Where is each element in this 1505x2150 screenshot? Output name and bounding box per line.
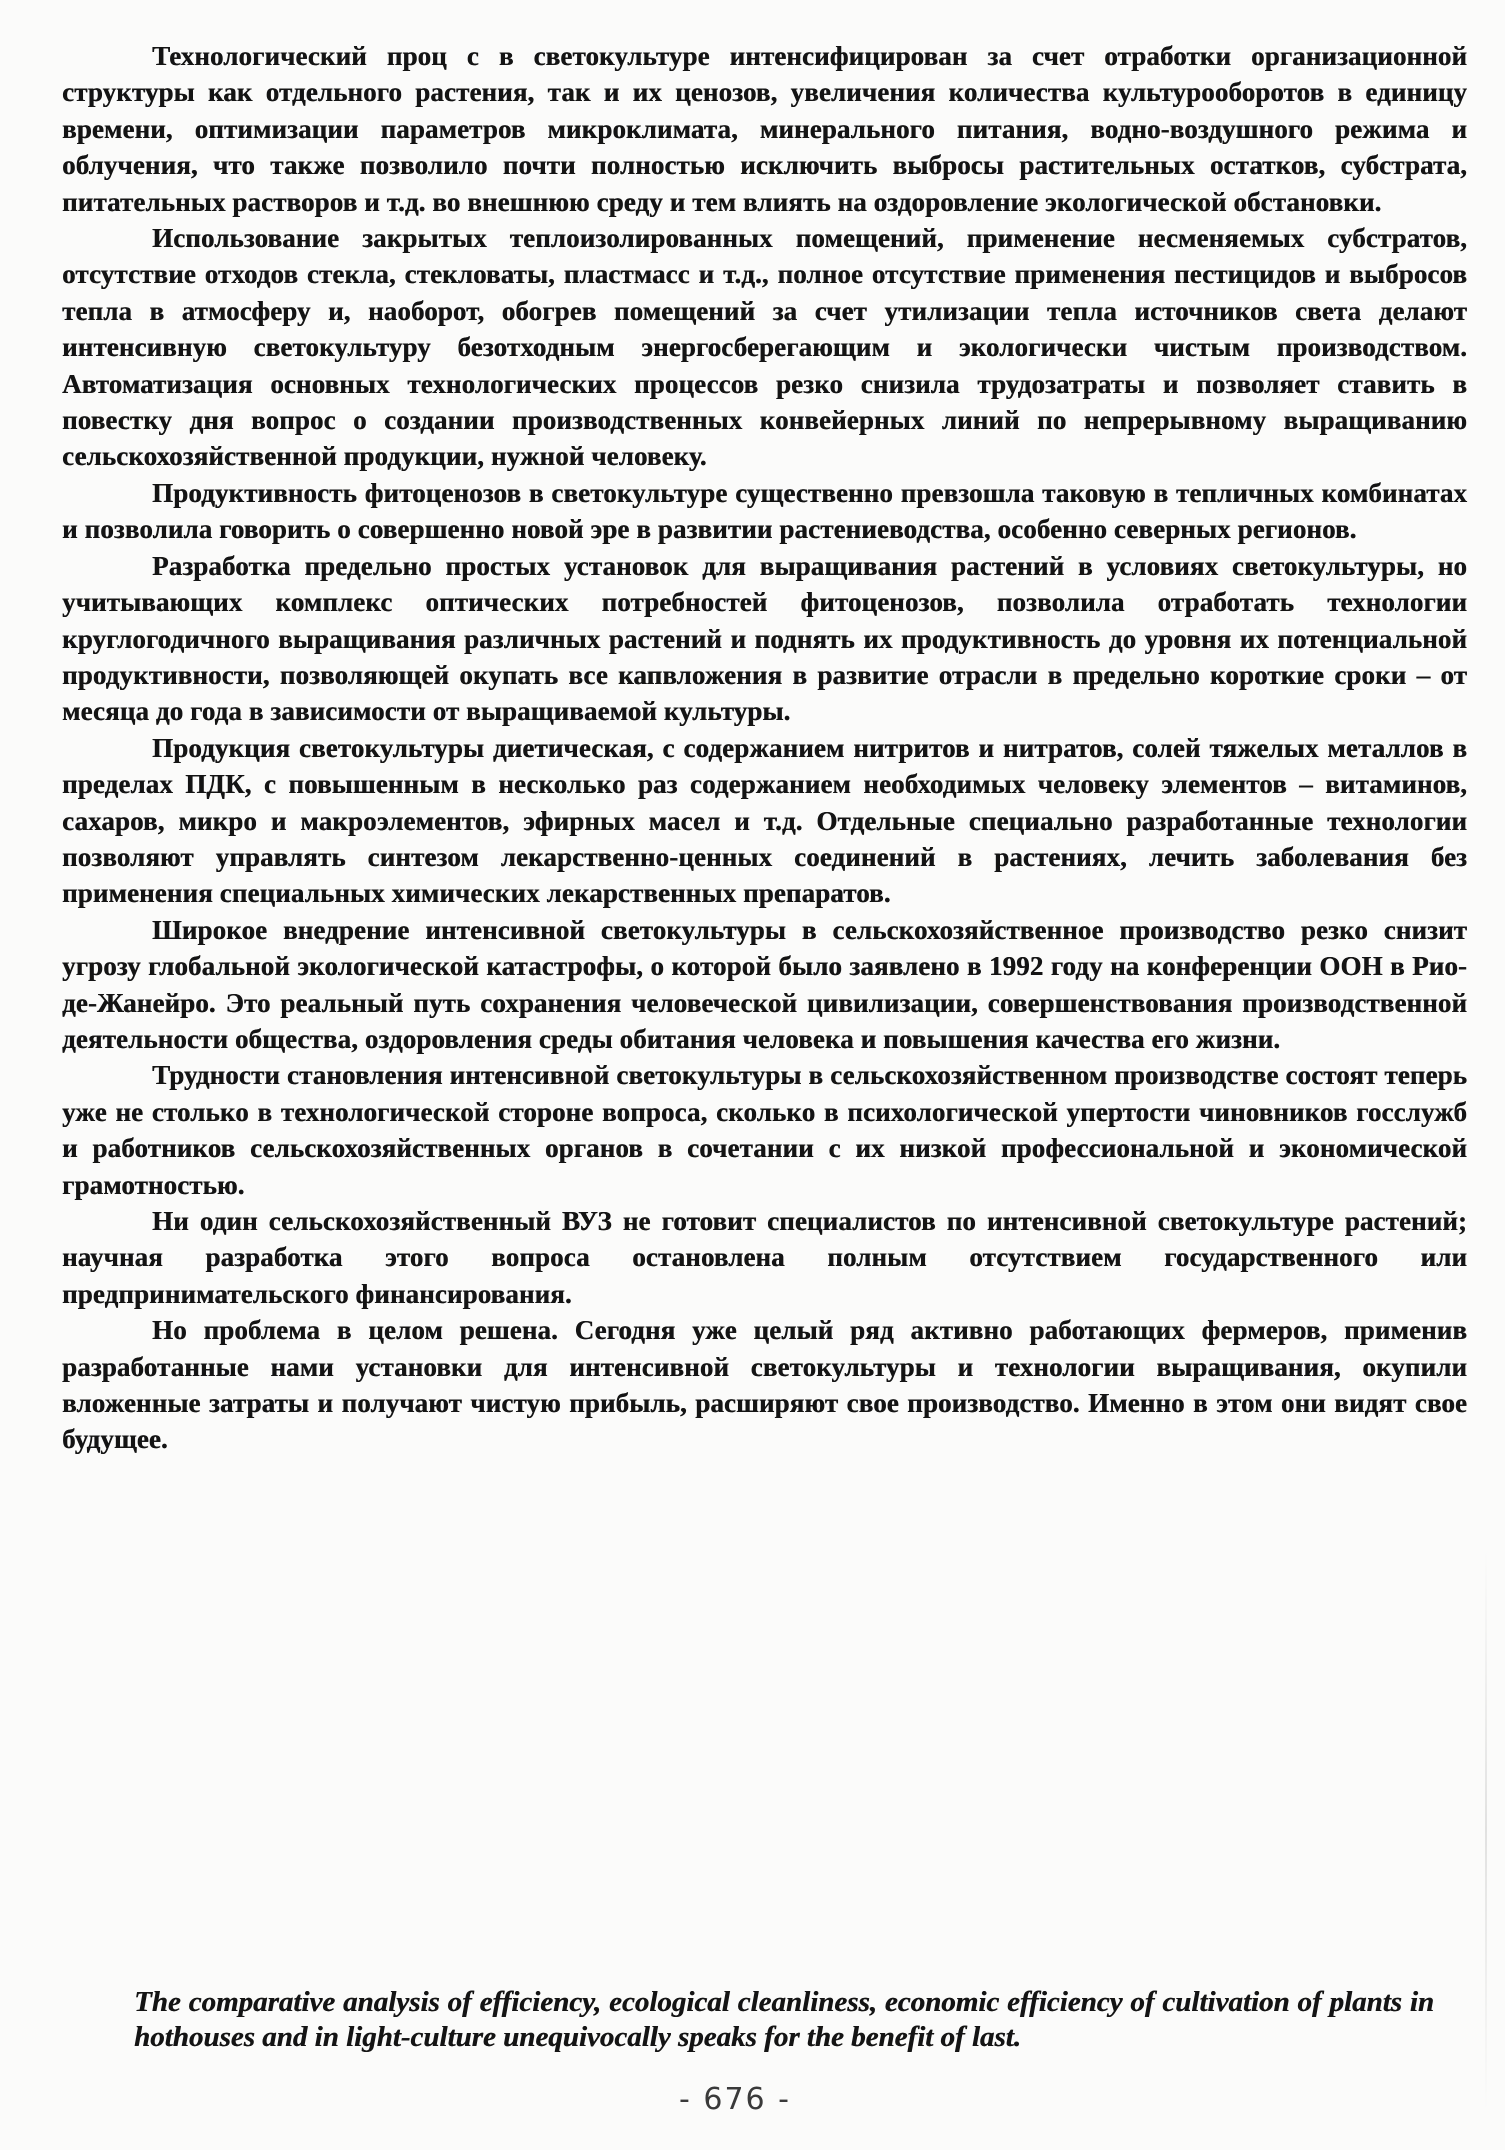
paragraph-5: Продукция светокультуры диетическая, с содержанием нитритов и нитратов, солей тяжелых металлов в пределах ПДК, с повышенным в несколько раз содержанием необходимых человеку элементов – витаминов, сахаров, микро и макроэлементов, эфирных масел и т.д. Отдельные специально разработанные технологии позволяют управлять синтезом лекарственно-ценных соединений в растениях, лечить заболевания без применения специальных химических лекарственных препаратов. [62,732,1467,909]
paragraph-9: Но проблема в целом решена. Сегодня уже целый ряд активно работающих фермеров, применив разработанные нами установки для интенсивной светокультуры и технологии выращивания, окупили вложенные затраты и получают чистую прибыль, расширяют свое производство. Именно в этом они видят свое будущее. [62,1315,1467,1455]
body-text [62,38,1467,1458]
paragraph-3: Продуктивность фитоценозов в светокультуре существенно превзошла таковую в тепличных комбинатах и позволила говорить о совершенно новой эре в развитии растениеводства, особенно северных регионов. [62,477,1467,545]
paragraph-2: Использование закрытых теплоизолированных помещений, применение несменяемых субстратов, отсутствие отходов стекла, стекловаты, пластмасс и т.д., полное отсутствие применения пестицидов и выбросов тепла в атмосферу и, наоборот, обогрев помещений за счет утилизации тепла источников света делают интенсивную светокультуру безотходным энергосберегающим и экологически чистым производством. Автоматизация основных технологических процессов резко снизила трудозатраты и позволяет ставить в повестку дня вопрос о создании производственных конвейерных линий по непрерывному выращиванию сельскохозяйственной продукции, нужной человеку. [62,223,1467,472]
paragraph-6: Широкое внедрение интенсивной светокультуры в сельскохозяйственное производство резко снизит угрозу глобальной экологической катастрофы, о которой было заявлено в 1992 году на конференции ООН в Рио-де-Жанейро. Это реальный путь сохранения человеческой цивилизации, совершенствования производственной деятельности общества, оздоровления среды обитания человека и повышения качества его жизни. [62,914,1467,1054]
scan-edge-shadow [1485,1550,1487,2110]
paragraph-4: Разработка предельно простых установок для выращивания растений в условиях светокультуры, но учитывающих комплекс оптических потребностей фитоценозов, позволила отработать технологии круглогодичного выращивания различных растений и поднять их продуктивность до уровня их потенциальной продуктивности, позволяющей окупать все капвложения в развитие отрасли в предельно короткие сроки – от месяца до года в зависимости от выращиваемой культуры. [62,550,1467,727]
paragraph-1: Технологический проц с в светокультуре интенсифицирован за счет отработки организационной структуры как отдельного растения, так и их ценозов, увеличения количества культурооборотов в единицу времени, оптимизации параметров микроклимата, минерального питания, водно-воздушного режима и облучения, что также позволило почти полностью исключить выбросы растительных остатков, субстрата, питательных растворов и т.д. во внешнюю среду и тем влиять на оздоровление экологической обстановки. [62,41,1467,217]
english-abstract: The comparative analysis of efficiency, ecological cleanliness, economic efficiency of cultivation of plants in hothouses and in light-culture unequivocally speaks for the benefit of last. [134,1986,1434,2053]
paragraph-7: Трудности становления интенсивной светокультуры в сельскохозяйственном производстве состоят теперь уже не столько в технологической стороне вопроса, сколько в психологической упертости чиновников госслужб и работников сельскохозяйственных органов в сочетании с их низкой профессиональной и экономической грамотностью. [62,1060,1467,1200]
paragraph-8: Ни один сельскохозяйственный ВУЗ не готовит специалистов по интенсивной светокультуре растений; научная разработка этого вопроса остановлена полным отсутствием государственного или предпринимательского финансирования. [62,1206,1467,1309]
page-number: - 676 - [679,2082,791,2117]
